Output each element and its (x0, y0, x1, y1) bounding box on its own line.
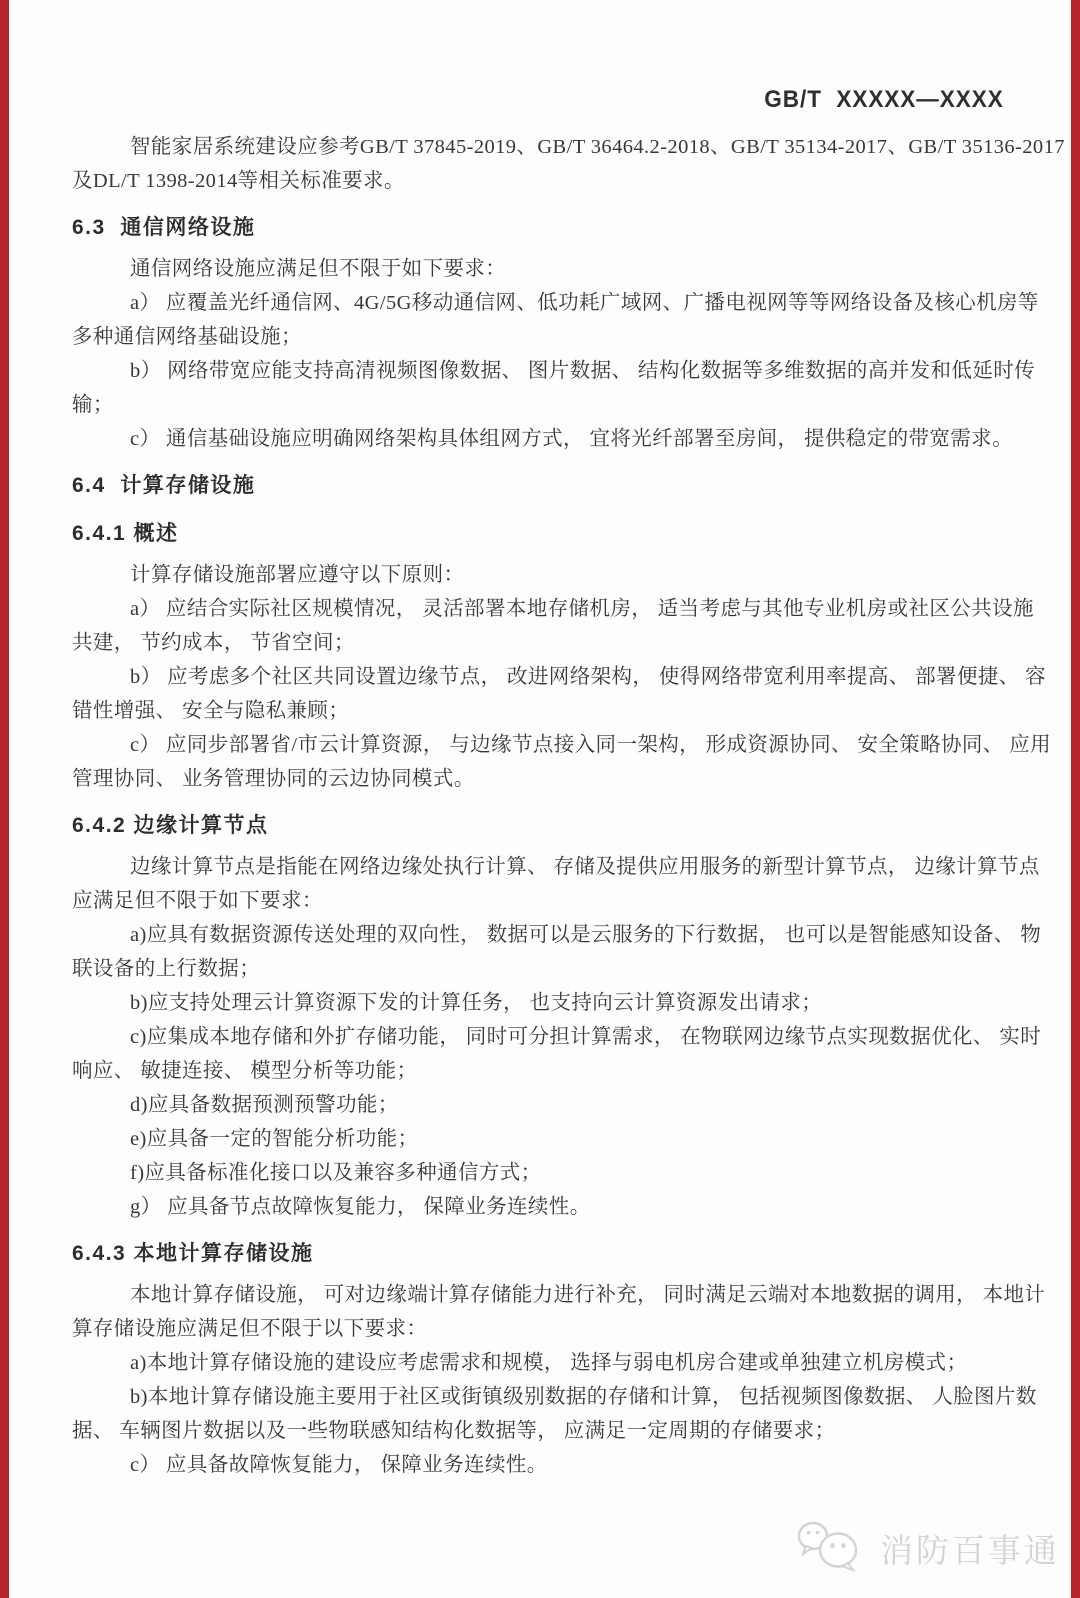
watermark-label: 消防百事通 (880, 1532, 1060, 1569)
text-line: c） 应同步部署省/市云计算资源， 与边缘节点接入同一架构， 形成资源协同、 安全策略协同、 应用 (130, 734, 1052, 756)
text-line: 联设备的上行数据； (72, 958, 261, 980)
text-line: c） 应具备故障恢复能力， 保障业务连续性。 (130, 1454, 548, 1476)
text-line: 计算存储设施部署应遵守以下原则： (130, 564, 465, 586)
section-heading: 6.4.2 边缘计算节点 (72, 814, 269, 837)
text-line: b)应支持处理云计算资源下发的计算任务， 也支持向云计算资源发出请求； (130, 992, 823, 1014)
section-heading: 6.4.1 概述 (72, 522, 179, 545)
text-line: 本地计算存储设施， 可对边缘端计算存储能力进行补充， 同时满足云端对本地数据的调用， 本地计 (130, 1284, 1046, 1306)
standard-code-header: GB/T XXXXX—XXXX (764, 86, 1004, 113)
text-line: 响应、 敏捷连接、 模型分析等功能； (72, 1060, 418, 1082)
right-red-border-bar (1071, 0, 1080, 1598)
text-line: 应满足但不限于如下要求： (72, 890, 323, 912)
text-line: c)应集成本地存储和外扩存储功能， 同时可分担计算需求， 在物联网边缘节点实现数据优化、 实时 (130, 1026, 1042, 1048)
section-heading: 6.4.3 本地计算存储设施 (72, 1242, 314, 1265)
section-heading: 6.4 计算存储设施 (72, 474, 256, 497)
text-line: c） 通信基础设施应明确网络架构具体组网方式， 宜将光纤部署至房间， 提供稳定的带宽需求。 (130, 428, 1013, 450)
text-line: a） 应结合实际社区规模情况， 灵活部署本地存储机房， 适当考虑与其他专业机房或社区公共设施 (130, 598, 1034, 620)
text-line: a)应具有数据资源传送处理的双向性， 数据可以是云服务的下行数据， 也可以是智能感知设备、 物 (130, 924, 1042, 946)
text-line: b） 应考虑多个社区共同设置边缘节点， 改进网络架构， 使得网络带宽利用率提高、 部署便捷、 容 (130, 666, 1047, 688)
text-line: e)应具备一定的智能分析功能； (130, 1128, 419, 1150)
text-line: g） 应具备节点故障恢复能力， 保障业务连续性。 (130, 1196, 591, 1218)
text-line: 输； (72, 394, 114, 416)
text-line: 智能家居系统建设应参考GB/T 37845-2019、GB/T 36464.2-2018、GB/T 35134-2017、GB/T 35136-2017 (130, 136, 1065, 158)
text-line: b） 网络带宽应能支持高清视频图像数据、 图片数据、 结构化数据等多维数据的高并发和低延时传 (130, 360, 1036, 382)
text-line: 管理协同、 业务管理协同的云边协同模式。 (72, 768, 475, 790)
text-line: a)本地计算存储设施的建设应考虑需求和规模， 选择与弱电机房合建或单独建立机房模式； (130, 1352, 968, 1374)
text-line: 多种通信网络基础设施； (72, 326, 302, 348)
text-line: a） 应覆盖光纤通信网、4G/5G移动通信网、低功耗广域网、广播电视网等等网络设备及核心机房等 (130, 292, 1039, 314)
text-line: f)应具备标准化接口以及兼容多种通信方式； (130, 1162, 542, 1184)
text-line: 算存储设施应满足但不限于以下要求： (72, 1318, 428, 1340)
text-line: 通信网络设施应满足但不限于如下要求： (130, 258, 507, 280)
wechat-icon (796, 1517, 870, 1580)
text-line: 据、 车辆图片数据以及一些物联感知结构化数据等， 应满足一定周期的存储要求； (72, 1420, 836, 1442)
text-line: 错性增强、 安全与隐私兼顾； (72, 700, 350, 722)
text-line: b)本地计算存储设施主要用于社区或街镇级别数据的存储和计算， 包括视频图像数据、 人脸图片数 (130, 1386, 1037, 1408)
section-heading: 6.3 通信网络设施 (72, 216, 256, 239)
left-red-border-bar (0, 0, 9, 1598)
document-body (72, 130, 1065, 1482)
text-line: 边缘计算节点是指能在网络边缘处执行计算、 存储及提供应用服务的新型计算节点， 边缘计算节点 (130, 856, 1040, 878)
text-line: 及DL/T 1398-2014等相关标准要求。 (72, 170, 405, 192)
watermark (796, 1517, 1060, 1580)
text-line: d)应具备数据预测预警功能； (130, 1094, 399, 1116)
text-line: 共建， 节约成本， 节省空间； (72, 632, 355, 654)
